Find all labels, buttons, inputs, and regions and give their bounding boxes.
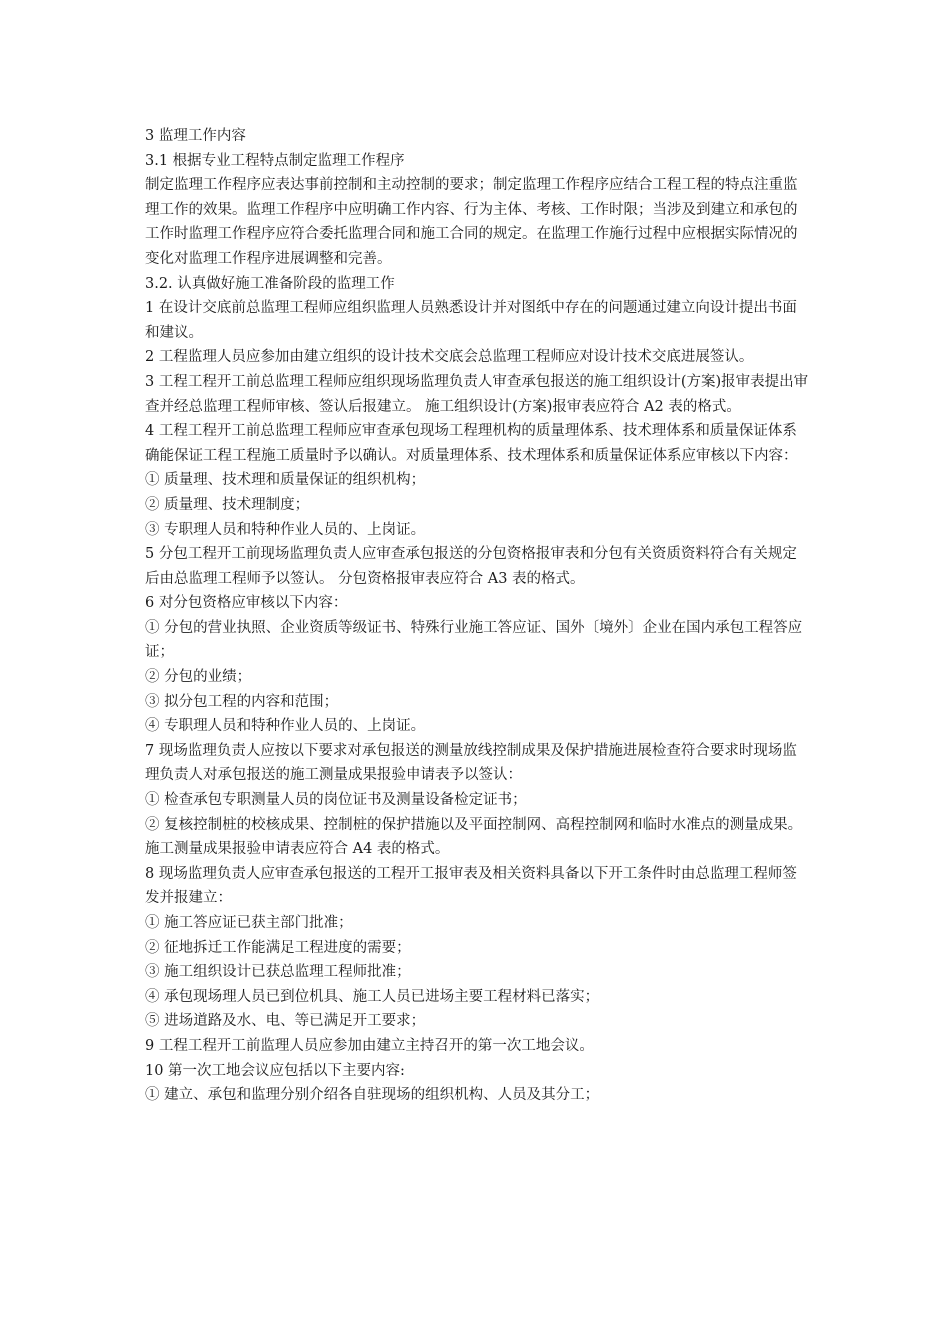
paragraph: 2 工程监理人员应参加由建立组织的设计技术交底会总监理工程师应对设计技术交底进展签认。 <box>145 349 754 366</box>
subsection-heading: 3.1 根据专业工程特点制定监理工作程序 <box>145 152 405 169</box>
paragraph: 1 在设计交底前总监理工程师应组织监理人员熟悉设计并对图纸中存在的问题通过建立向设计提出书面和建议。 <box>145 300 797 341</box>
list-item: ① 质量理、技术理和质量保证的组织机构； <box>145 472 426 489</box>
paragraph: 4 工程工程开工前总监理工程师应审查承包现场工程理机构的质量理体系、技术理体系和质量保证体系确能保证工程工程施工质量时予以确认。对质量理体系、技术理体系和质量保证体系应审核以下内容： <box>145 423 798 464</box>
list-item: ④ 承包现场理人员已到位机具、施工人员已进场主要工程材料已落实； <box>145 988 600 1005</box>
list-item: ④ 专职理人员和特种作业人员的、上岗证。 <box>145 718 426 735</box>
list-item: ③ 施工组织设计已获总监理工程师批准； <box>145 964 411 981</box>
list-item: ② 征地拆迁工作能满足工程进度的需要； <box>145 939 411 956</box>
list-item: ① 施工答应证已获主部门批准； <box>145 915 353 931</box>
paragraph: 3 工程工程开工前总监理工程师应组织现场监理负责人审查承包报送的施工组织设计(方案)报审表提出审查并经总监理工程师审核、签认后报建立。 施工组织设计(方案)报审表应符合 A2 表的格式。 <box>145 373 809 415</box>
list-item: ① 建立、承包和监理分别介绍各自驻现场的组织机构、人员及其分工； <box>145 1087 600 1104</box>
list-item: ① 检查承包专职测量人员的岗位证书及测量设备检定证书； <box>145 792 527 809</box>
paragraph: 10 第一次工地会议应包括以下主要内容: <box>145 1062 405 1079</box>
list-item: ③ 专职理人员和特种作业人员的、上岗证。 <box>145 521 426 538</box>
list-item: ② 分包的业绩； <box>145 669 252 686</box>
list-item: ③ 拟分包工程的内容和范围； <box>145 693 339 710</box>
section-heading: 3 监理工作内容 <box>145 128 246 144</box>
paragraph: 9 工程工程开工前监理人员应参加由建立主持召开的第一次工地会议。 <box>145 1037 594 1054</box>
document-body <box>145 124 810 1108</box>
list-item: ② 质量理、技术理制度； <box>145 496 310 513</box>
paragraph: 制定监理工作程序应表达事前控制和主动控制的要求；制定监理工作程序应结合工程工程的特点注重监理工作的效果。监理工作程序中应明确工作内容、行为主体、考核、工作时限；当涉及到建立和承包的工作时监理工作程序应符合委托监理合同和施工合同的规定。在监理工作施行过程中应根据实际情况的变化对监理工作程序进展调整和完善。 <box>145 177 798 267</box>
paragraph: 5 分包工程开工前现场监理负责人应审查承包报送的分包资格报审表和分包有关资质资料符合有关规定后由总监理工程师予以签认。 分包资格报审表应符合 A3 表的格式。 <box>145 546 797 587</box>
paragraph: 8 现场监理负责人应审查承包报送的工程开工报审表及相关资料具备以下开工条件时由总监理工程师签发并报建立： <box>145 865 797 907</box>
subsection-heading: 3.2. 认真做好施工准备阶段的监理工作 <box>145 275 395 292</box>
paragraph: 施工测量成果报验申请表应符合 A4 表的格式。 <box>145 841 450 858</box>
paragraph: 7 现场监理负责人应按以下要求对承包报送的测量放线控制成果及保护措施进展检查符合要求时现场监理负责人对承包报送的施工测量成果报验申请表予以签认： <box>145 742 797 784</box>
list-item: ② 复核控制桩的校核成果、控制桩的保护措施以及平面控制网、高程控制网和临时水准点的测量成果。 <box>145 816 803 833</box>
list-item: ① 分包的营业执照、企业资质等级证书、特殊行业施工答应证、国外〔境外〕企业在国内承包工程答应证； <box>145 619 803 661</box>
paragraph: 6 对分包资格应审核以下内容： <box>145 595 348 612</box>
list-item: ⑤ 进场道路及水、电、等已满足开工要求； <box>145 1013 426 1030</box>
